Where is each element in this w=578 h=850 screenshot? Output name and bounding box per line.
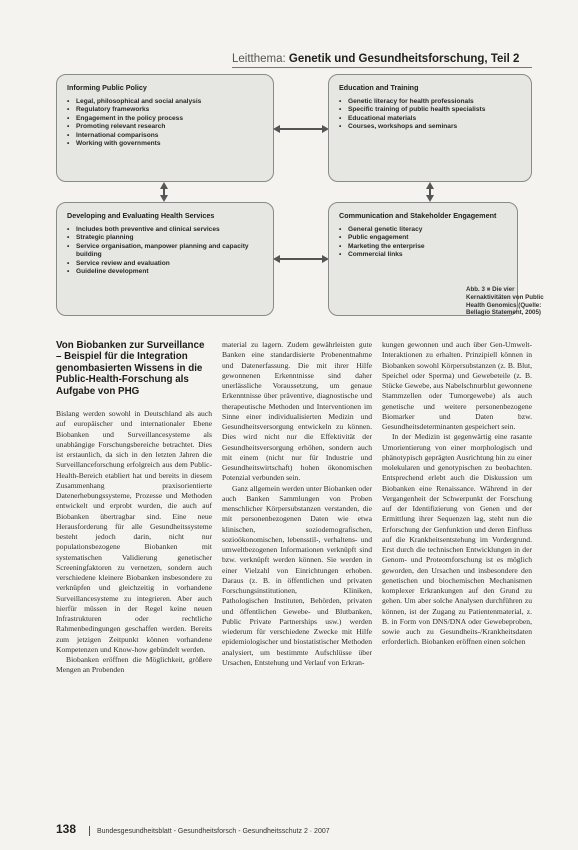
box-item: • Legal, philosophical and social analysis bbox=[67, 98, 263, 106]
box-informing-public-policy bbox=[56, 74, 274, 182]
box-item: • Educational materials bbox=[339, 115, 521, 123]
header-rule bbox=[232, 67, 532, 68]
core-activities-diagram bbox=[56, 74, 532, 328]
box-title: Developing and Evaluating Health Services bbox=[67, 211, 215, 220]
journal-citation: Bundesgesundheitsblatt - Gesundheitsforsch - Gesundheitsschutz 2 · 2007 bbox=[96, 828, 330, 835]
article-column-3 bbox=[382, 340, 532, 648]
box-item: • Engagement in the policy process bbox=[67, 115, 263, 123]
paragraph: Ganz allgemein werden unter Biobanken oder auch Banken Sammlungen von Proben menschlicher Körpersubstanzen verstanden, die mit personenbezogenen Daten wie etwa klinischen, soziodemografischen, sozioökonomischen, lebensstil-, verhaltens- und umweltbezogenen Informationen verknüpft sind bzw. verknüpft werden können. Sie werden in einer Vielzahl von Einrichtungen erhoben. Daraus (z. B. in öffentlichen und privaten Forschungsinstitutionen, Kliniken, Pathologischen Instituten, Behörden, privaten und öffentlichen Gewebe- und Blutbanken, Public Private Partnerships usw.) werden wiederum für verschiedene Zwecke mit Hilfe epidemiologischer und biostatistischer Methoden analysiert, um bestimmte Aufschlüsse über Ursachen, Entstehung und Verlauf von Erkran- bbox=[222, 483, 372, 667]
arrow-top-horizontal bbox=[273, 126, 329, 132]
paragraph: material zu lagern. Zudem gewährleisten gute Banken eine standardisierte Probenentnahme und Datenerfassung. Die mit ihrer Hilfe gewonnenen Erkenntnisse sind daher unerlässliche Voraussetzung, um genaue Erkenntnisse über präventive, diagnostische und therapeutische Methoden und Interventionen im Sinne einer individualisierten Medizin und Gesundheitsversorgung entwickeln zu können. Dies wird nicht nur die Effektivität der Gesundheitsversorgung erhöhen, sondern auch mit einem (nicht nur für Industrie und Gesundheitswirtschaft) hohen ökonomischen Potenzial verbunden sein. bbox=[222, 340, 372, 483]
box-item: • Working with governments bbox=[67, 140, 263, 148]
header-label: Leitthema: bbox=[232, 53, 286, 65]
caption-marker: ■ bbox=[486, 286, 491, 293]
box-education-and-training bbox=[328, 74, 532, 182]
arrow-right-vertical bbox=[426, 182, 434, 202]
box-item: • Includes both preventive and clinical services bbox=[67, 226, 263, 234]
box-item: • Service organisation, manpower planning and capacity building bbox=[67, 243, 263, 260]
section-heading: Von Biobanken zur Surveillance – Beispiel für die Integration genombasierten Wissens in die Public-Health-Forschung als Aufgabe von PHG bbox=[56, 340, 205, 397]
running-header bbox=[232, 53, 532, 65]
box-item: • Courses, workshops and seminars bbox=[339, 123, 521, 131]
arrow-bottom-horizontal bbox=[273, 256, 329, 262]
arrow-left-vertical bbox=[160, 182, 168, 202]
box-item: • Specific training of public health specialists bbox=[339, 106, 521, 114]
box-item: • General genetic literacy bbox=[339, 226, 507, 234]
box-item: • International comparisons bbox=[67, 132, 263, 140]
box-title: Informing Public Policy bbox=[67, 83, 147, 92]
footer-separator bbox=[89, 826, 90, 836]
article-column-2 bbox=[222, 340, 372, 668]
box-item: • Commercial links bbox=[339, 251, 507, 259]
paragraph: In der Medizin ist gegenwärtig eine rasante Umorientierung von einer morphologisch und phänotypisch geprägten Ausrichtung hin zu einer molekularen und genotypischen zu beobachten. Entsprechend erlebt auch die Diskussion um Biobanken eine Renaissance. Während in der Vergangenheit der Schwerpunkt der Forschung auf der Identifizierung von Genen und der Ermittlung ihrer Sequenzen lag, steht nun die Erforschung der Genfunktion und deren Einfluss auf die Krankheitsentstehung im Vordergrund. Erst durch die technischen Entwicklungen in der Genom- und Proteomforschung ist es möglich geworden, den Ursachen und insbesondere den genetischen und biochemischen Mechanismen komplexer Erkrankungen auf den Grund zu gehen. Um aber solche Analysen durchführen zu können, ist der Zugang zu Patientenmaterial, z. B. in Form von DNS/DNA oder Gewebeproben, sowie auch zu Gesundheits-/Krankheitsdaten erforderlich. Biobanken eröffnen einen solchen bbox=[382, 432, 532, 647]
box-item: • Public engagement bbox=[339, 234, 507, 242]
box-item: • Genetic literacy for health professionals bbox=[339, 98, 521, 106]
box-item: • Service review and evaluation bbox=[67, 260, 263, 268]
box-item: • Marketing the enterprise bbox=[339, 243, 507, 251]
caption-text: Die vier Kernaktivitäten von Public Health Genomics (Quelle: Bellagio Statement, 2005) bbox=[466, 286, 544, 317]
box-item: • Regulatory frameworks bbox=[67, 106, 263, 114]
article-column-1 bbox=[56, 340, 212, 676]
figure-caption bbox=[466, 286, 544, 317]
caption-label: Abb. 3 bbox=[466, 286, 485, 293]
page-footer bbox=[56, 822, 532, 836]
paragraph: kungen gewonnen und auch über Gen-Umwelt-Interaktionen zu erhalten. Prinzipiell können in Biobanken sowohl Körpersubstanzen (z. B. Blut, Speichel oder Sperma) und Gewebeteile (z. B. Stücke Gewebe, aus Nabelschnurblut gewonnene Stammzellen oder Tumorgewebe) als auch genetische und weitere personenbezogene Biomarker und Daten bzw. Gesundheitsdeterminanten gespeichert sein. bbox=[382, 340, 532, 431]
paragraph: Bislang werden sowohl in Deutschland als auch auf europäischer und internationaler Ebene Biobanken und Surveillancesysteme als unabhängige Forschungsbereiche betrachtet. Dies ist erstaunlich, da sich in den letzten Jahren die Surveillanceforschung erfolgreich aus dem Public-Health-Bereich etabliert hat und bereits in diesem Zusammenhang praxisorientierte Datenerhebungssysteme, Prozesse und Methoden entwickelt und erprobt wurden, die auch auf Biobanken übertragbar sind. Eine neue Herausforderung für alle Gesundheitssysteme besteht jedoch darin, nicht nur populationsbezogene Biobanken mit systematischen Validierung genetischer Screeningfaktoren zu vernetzen, sondern auch verschiedene kleinere Biobanken insbesondere zu verknüpfen und gleichzeitig in vorhandene Surveillancesysteme zu integrieren. Aber auch hierfür müssen in der Regel keine neuen Infrastrukturen oder rechtliche Rahmenbedingungen geschaffen werden. Bereits zum jetzigen Zeitpunkt können vorhandene Kompetenzen und Know-how gebündelt werden. bbox=[56, 409, 212, 654]
box-developing-health-services bbox=[56, 202, 274, 316]
header-title: Genetik und Gesundheitsforschung, Teil 2 bbox=[288, 53, 520, 65]
box-item: • Strategic planning bbox=[67, 234, 263, 242]
box-item: • Promoting relevant research bbox=[67, 123, 263, 131]
box-title: Education and Training bbox=[339, 83, 419, 92]
box-item: • Guideline development bbox=[67, 268, 263, 276]
box-title: Communication and Stakeholder Engagement bbox=[339, 211, 497, 220]
page-number: 138 bbox=[56, 822, 77, 836]
paragraph: Biobanken eröffnen die Möglichkeit, größere Mengen an Probenden bbox=[56, 655, 212, 675]
